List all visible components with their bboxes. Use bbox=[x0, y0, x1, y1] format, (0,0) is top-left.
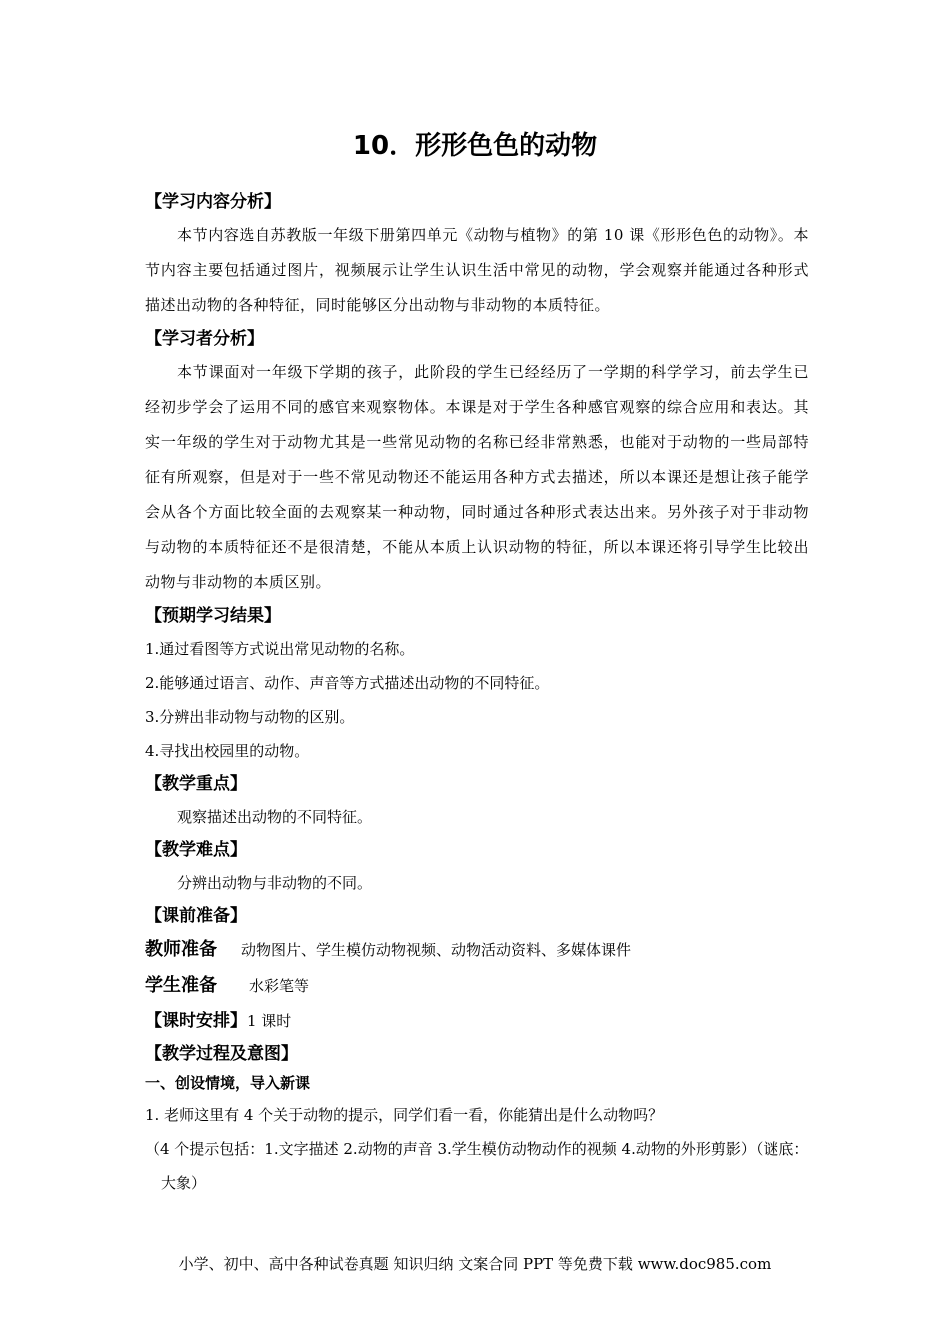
document-body bbox=[145, 186, 809, 1200]
section-text: 分辨出动物与非动物的不同。 bbox=[177, 874, 373, 892]
section-process bbox=[145, 1038, 809, 1200]
step-note: （4 个提示包括：1.文字描述 2.动物的声音 3.学生模仿动物动作的视频 4.动物的外形剪影）（谜底：大象） bbox=[145, 1140, 809, 1192]
section-heading: 【学习者分析】 bbox=[145, 329, 264, 349]
student-preparation-label: 学生准备 bbox=[145, 975, 217, 996]
section-heading: 【学习内容分析】 bbox=[145, 192, 281, 212]
section-paragraph: 本节课面对一年级下学期的孩子，此阶段的学生已经经历了一学期的科学学习，前去学生已经初步学会了运用不同的感官来观察物体。本课是对于学生各种感官观察的综合应用和表达。其实一年级的学生对于动物尤其是一些常见动物的名称已经非常熟悉，也能对于动物的一些局部特征有所观察，但是对于一些不常见动物还不能运用各种方式去描述，所以本课还是想让孩子能学会从各个方面比较全面的去观察某一种动物，同时通过各种形式表达出来。另外孩子对于非动物与动物的本质特征还不是很清楚，不能从本质上认识动物的特征，所以本课还将引导学生比较出动物与非动物的本质区别。 bbox=[145, 363, 809, 591]
section-difficulties bbox=[145, 834, 809, 900]
section-heading: 【课时安排】 bbox=[145, 1011, 247, 1031]
list-item: 1.通过看图等方式说出常见动物的名称。 bbox=[145, 640, 415, 658]
section-expected-results bbox=[145, 600, 809, 768]
step-title: 一、创设情境，导入新课 bbox=[145, 1074, 311, 1092]
section-heading: 【教学难点】 bbox=[145, 840, 247, 860]
section-schedule bbox=[145, 1004, 809, 1038]
student-preparation bbox=[145, 968, 809, 1004]
section-learner-analysis bbox=[145, 323, 809, 600]
list-item: 4.寻找出校园里的动物。 bbox=[145, 742, 310, 760]
teacher-preparation-text: 动物图片、学生模仿动物视频、动物活动资料、多媒体课件 bbox=[241, 941, 632, 959]
document-title: 10．形形色色的动物 bbox=[352, 131, 598, 161]
section-heading: 【预期学习结果】 bbox=[145, 606, 281, 626]
list-item: 2.能够通过语言、动作、声音等方式描述出动物的不同特征。 bbox=[145, 674, 550, 692]
schedule-line bbox=[145, 1004, 809, 1038]
student-preparation-text: 水彩笔等 bbox=[249, 977, 310, 995]
section-key-points bbox=[145, 768, 809, 834]
schedule-text: 1 课时 bbox=[247, 1012, 292, 1030]
section-content-analysis bbox=[145, 186, 809, 323]
section-text: 观察描述出动物的不同特征。 bbox=[177, 808, 373, 826]
section-heading: 【教学重点】 bbox=[145, 774, 247, 794]
section-heading: 【课前准备】 bbox=[145, 906, 247, 926]
section-paragraph: 本节内容选自苏教版一年级下册第四单元《动物与植物》的第 10 课《形形色色的动物》。本节内容主要包括通过图片，视频展示让学生认识生活中常见的动物，学会观察并能通过各种形式描述出动物的各种特征，同时能够区分出动物与非动物的本质特征。 bbox=[145, 226, 809, 314]
step-item: 1. 老师这里有 4 个关于动物的提示，同学们看一看，你能猜出是什么动物吗？ bbox=[145, 1106, 664, 1124]
teacher-preparation bbox=[145, 932, 809, 968]
section-preparation bbox=[145, 900, 809, 1004]
section-heading: 【教学过程及意图】 bbox=[145, 1044, 298, 1064]
page-footer: 小学、初中、高中各种试卷真题 知识归纳 文案合同 PPT 等免费下载 www.doc985.com bbox=[178, 1255, 772, 1273]
list-item: 3.分辨出非动物与动物的区别。 bbox=[145, 708, 355, 726]
teacher-preparation-label: 教师准备 bbox=[145, 939, 217, 960]
